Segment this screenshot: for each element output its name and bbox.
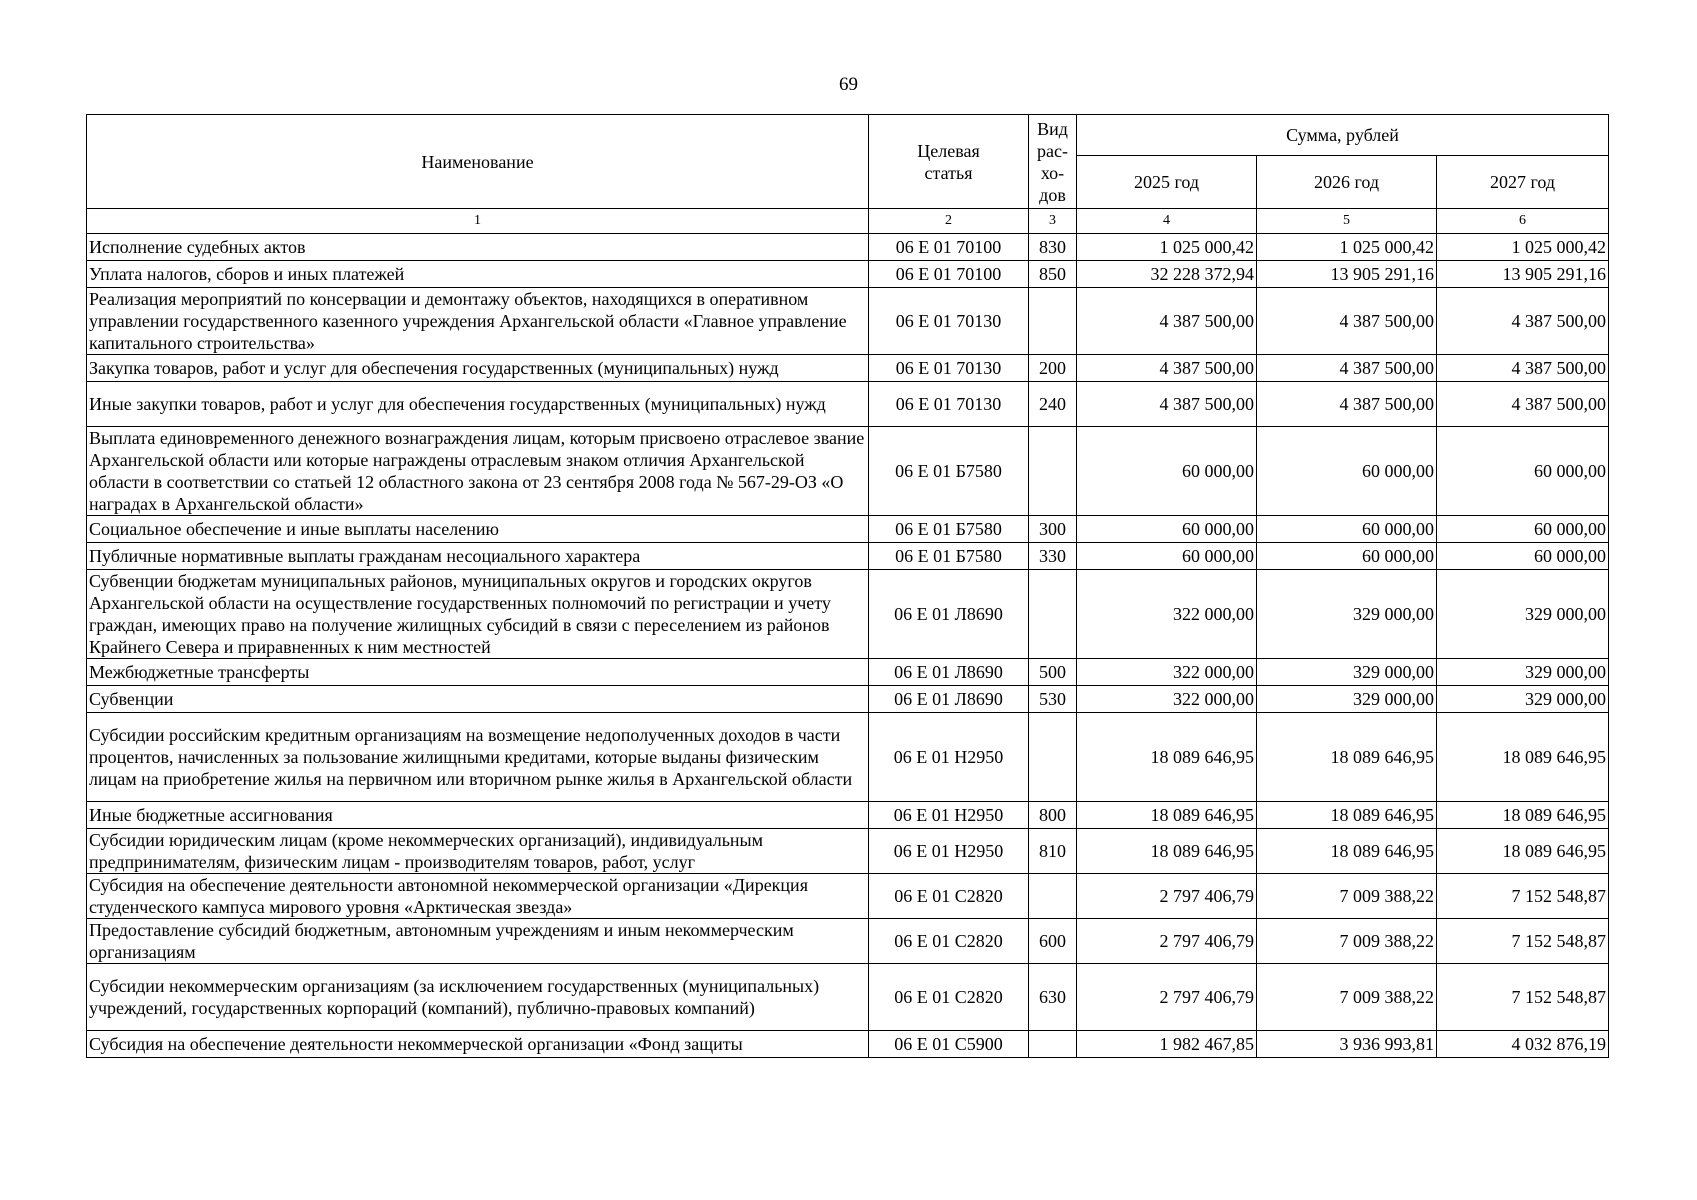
- row-target-code: 06 Е 01 Л8690: [869, 686, 1029, 713]
- row-amount-2027: 4 387 500,00: [1437, 382, 1609, 427]
- table-row: [87, 874, 1609, 919]
- row-amount-2027: 18 089 646,95: [1437, 802, 1609, 829]
- row-kind: [1029, 1031, 1077, 1058]
- row-amount-2026: 329 000,00: [1257, 686, 1437, 713]
- row-name: Социальное обеспечение и иные выплаты населению: [87, 516, 869, 543]
- row-kind: 600: [1029, 919, 1077, 964]
- row-amount-2026: 3 936 993,81: [1257, 1031, 1437, 1058]
- row-amount-2027: 18 089 646,95: [1437, 713, 1609, 802]
- row-amount-2025: 32 228 372,94: [1077, 261, 1257, 288]
- table-row: [87, 570, 1609, 659]
- table-row: [87, 659, 1609, 686]
- row-name: Выплата единовременного денежного вознаграждения лицам, которым присвоено отраслевое звание Архангельской области или которые награждены отраслевым знаком отличия Архангельской области в соответствии со статьей 12 областного закона от 23 сентября 2008 года № 567-29-ОЗ «О наградах в Архангельской области»: [87, 427, 869, 516]
- table-row: [87, 713, 1609, 802]
- row-target-code: 06 Е 01 С2820: [869, 964, 1029, 1031]
- row-amount-2025: 60 000,00: [1077, 516, 1257, 543]
- row-amount-2027: 1 025 000,42: [1437, 234, 1609, 261]
- row-name: Субсидия на обеспечение деятельности некоммерческой организации «Фонд защиты: [87, 1031, 869, 1058]
- header-year-2027: 2027 год: [1437, 156, 1609, 209]
- row-kind: [1029, 874, 1077, 919]
- row-amount-2027: 4 387 500,00: [1437, 355, 1609, 382]
- row-name: Субсидия на обеспечение деятельности автономной некоммерческой организации «Дирекция студенческого кампуса мирового уровня «Арктическая звезда»: [87, 874, 869, 919]
- row-amount-2025: 4 387 500,00: [1077, 382, 1257, 427]
- header-year-2026: 2026 год: [1257, 156, 1437, 209]
- table-row: [87, 543, 1609, 570]
- row-kind: 200: [1029, 355, 1077, 382]
- header-name: Наименование: [87, 115, 869, 209]
- row-name: Межбюджетные трансферты: [87, 659, 869, 686]
- row-name: Субвенции бюджетам муниципальных районов, муниципальных округов и городских округов Архангельской области на осуществление государственных полномочий по регистрации и учету граждан, имеющих право на получение жилищных субсидий в связи с переселением из районов Крайнего Севера и приравненных к ним местностей: [87, 570, 869, 659]
- row-amount-2027: 60 000,00: [1437, 427, 1609, 516]
- row-kind: 330: [1029, 543, 1077, 570]
- row-target-code: 06 Е 01 С2820: [869, 919, 1029, 964]
- row-amount-2025: 4 387 500,00: [1077, 355, 1257, 382]
- row-kind: 240: [1029, 382, 1077, 427]
- row-name: Уплата налогов, сборов и иных платежей: [87, 261, 869, 288]
- row-target-code: 06 Е 01 Б7580: [869, 427, 1029, 516]
- row-amount-2025: 322 000,00: [1077, 570, 1257, 659]
- row-amount-2026: 60 000,00: [1257, 427, 1437, 516]
- row-kind: 800: [1029, 802, 1077, 829]
- row-kind: 530: [1029, 686, 1077, 713]
- table-row: [87, 355, 1609, 382]
- row-target-code: 06 Е 01 70100: [869, 261, 1029, 288]
- row-name: Иные закупки товаров, работ и услуг для обеспечения государственных (муниципальных) нужд: [87, 382, 869, 427]
- row-name: Исполнение судебных актов: [87, 234, 869, 261]
- row-amount-2027: 329 000,00: [1437, 570, 1609, 659]
- row-kind: [1029, 288, 1077, 355]
- header-year-2025: 2025 год: [1077, 156, 1257, 209]
- row-amount-2026: 329 000,00: [1257, 659, 1437, 686]
- row-amount-2027: 60 000,00: [1437, 543, 1609, 570]
- row-amount-2027: 18 089 646,95: [1437, 829, 1609, 874]
- row-amount-2027: 7 152 548,87: [1437, 919, 1609, 964]
- row-amount-2027: 60 000,00: [1437, 516, 1609, 543]
- row-amount-2026: 13 905 291,16: [1257, 261, 1437, 288]
- header-kind: Вид рас- хо- дов: [1029, 115, 1077, 209]
- col-number: 2: [869, 209, 1029, 234]
- table-row: [87, 829, 1609, 874]
- table-row: [87, 686, 1609, 713]
- col-number: 1: [87, 209, 869, 234]
- row-amount-2026: 329 000,00: [1257, 570, 1437, 659]
- row-target-code: 06 Е 01 70100: [869, 234, 1029, 261]
- row-amount-2026: 1 025 000,42: [1257, 234, 1437, 261]
- row-target-code: 06 Е 01 70130: [869, 382, 1029, 427]
- row-target-code: 06 Е 01 Н2950: [869, 829, 1029, 874]
- row-kind: 300: [1029, 516, 1077, 543]
- row-target-code: 06 Е 01 Н2950: [869, 713, 1029, 802]
- row-kind: [1029, 713, 1077, 802]
- row-amount-2026: 18 089 646,95: [1257, 802, 1437, 829]
- table-row: [87, 261, 1609, 288]
- row-target-code: 06 Е 01 С5900: [869, 1031, 1029, 1058]
- row-kind: 630: [1029, 964, 1077, 1031]
- row-amount-2026: 18 089 646,95: [1257, 829, 1437, 874]
- table-row: [87, 919, 1609, 964]
- row-target-code: 06 Е 01 70130: [869, 355, 1029, 382]
- col-number: 6: [1437, 209, 1609, 234]
- row-target-code: 06 Е 01 Б7580: [869, 543, 1029, 570]
- row-amount-2026: 7 009 388,22: [1257, 874, 1437, 919]
- header-sum: Сумма, рублей: [1077, 115, 1609, 156]
- table-row: [87, 427, 1609, 516]
- row-amount-2026: 60 000,00: [1257, 516, 1437, 543]
- row-target-code: 06 Е 01 Л8690: [869, 659, 1029, 686]
- row-name: Публичные нормативные выплаты гражданам несоциального характера: [87, 543, 869, 570]
- row-amount-2025: 60 000,00: [1077, 427, 1257, 516]
- row-name: Предоставление субсидий бюджетным, автономным учреждениям и иным некоммерческим организациям: [87, 919, 869, 964]
- row-amount-2027: 329 000,00: [1437, 659, 1609, 686]
- row-amount-2026: 7 009 388,22: [1257, 964, 1437, 1031]
- row-kind: 500: [1029, 659, 1077, 686]
- table-row: [87, 516, 1609, 543]
- table-row: [87, 802, 1609, 829]
- table-row: [87, 234, 1609, 261]
- row-kind: 830: [1029, 234, 1077, 261]
- row-name: Субсидии российским кредитным организациям на возмещение недополученных доходов в части процентов, начисленных за пользование жилищными кредитами, которые выданы физическим лицам на приобретение жилья на первичном или вторичном рынке жилья в Архангельской области: [87, 713, 869, 802]
- table-body: [87, 234, 1609, 1058]
- row-amount-2027: 7 152 548,87: [1437, 874, 1609, 919]
- row-name: Закупка товаров, работ и услуг для обеспечения государственных (муниципальных) нужд: [87, 355, 869, 382]
- row-amount-2025: 1 025 000,42: [1077, 234, 1257, 261]
- row-kind: [1029, 570, 1077, 659]
- row-amount-2025: 2 797 406,79: [1077, 874, 1257, 919]
- row-name: Субсидии некоммерческим организациям (за исключением государственных (муниципальных) учреждений, государственных корпораций (компаний), публично-правовых компаний): [87, 964, 869, 1031]
- table-row: [87, 964, 1609, 1031]
- page-number: 69: [839, 74, 858, 95]
- row-name: Реализация мероприятий по консервации и демонтажу объектов, находящихся в оперативном управлении государственного казенного учреждения Архангельской области «Главное управление капитального строительства»: [87, 288, 869, 355]
- row-amount-2025: 322 000,00: [1077, 659, 1257, 686]
- col-number: 5: [1257, 209, 1437, 234]
- row-target-code: 06 Е 01 Б7580: [869, 516, 1029, 543]
- col-number: 4: [1077, 209, 1257, 234]
- table-header: [87, 115, 1609, 234]
- row-amount-2025: 1 982 467,85: [1077, 1031, 1257, 1058]
- row-target-code: 06 Е 01 70130: [869, 288, 1029, 355]
- row-amount-2027: 4 032 876,19: [1437, 1031, 1609, 1058]
- row-name: Иные бюджетные ассигнования: [87, 802, 869, 829]
- table-row: [87, 288, 1609, 355]
- header-target: Целевая статья: [869, 115, 1029, 209]
- row-amount-2025: 4 387 500,00: [1077, 288, 1257, 355]
- row-kind: 850: [1029, 261, 1077, 288]
- row-kind: 810: [1029, 829, 1077, 874]
- row-name: Субвенции: [87, 686, 869, 713]
- row-amount-2027: 4 387 500,00: [1437, 288, 1609, 355]
- row-kind: [1029, 427, 1077, 516]
- row-amount-2025: 60 000,00: [1077, 543, 1257, 570]
- row-target-code: 06 Е 01 С2820: [869, 874, 1029, 919]
- row-target-code: 06 Е 01 Н2950: [869, 802, 1029, 829]
- row-amount-2025: 18 089 646,95: [1077, 802, 1257, 829]
- row-amount-2025: 2 797 406,79: [1077, 919, 1257, 964]
- col-number: 3: [1029, 209, 1077, 234]
- row-amount-2027: 7 152 548,87: [1437, 964, 1609, 1031]
- row-amount-2026: 4 387 500,00: [1257, 355, 1437, 382]
- row-target-code: 06 Е 01 Л8690: [869, 570, 1029, 659]
- row-amount-2025: 18 089 646,95: [1077, 713, 1257, 802]
- row-name: Субсидии юридическим лицам (кроме некоммерческих организаций), индивидуальным предпринимателям, физическим лицам - производителям товаров, работ, услуг: [87, 829, 869, 874]
- row-amount-2025: 2 797 406,79: [1077, 964, 1257, 1031]
- row-amount-2026: 4 387 500,00: [1257, 288, 1437, 355]
- row-amount-2025: 18 089 646,95: [1077, 829, 1257, 874]
- row-amount-2027: 13 905 291,16: [1437, 261, 1609, 288]
- row-amount-2026: 60 000,00: [1257, 543, 1437, 570]
- row-amount-2026: 4 387 500,00: [1257, 382, 1437, 427]
- budget-table: [86, 114, 1609, 1058]
- row-amount-2026: 18 089 646,95: [1257, 713, 1437, 802]
- row-amount-2025: 322 000,00: [1077, 686, 1257, 713]
- table-row: [87, 1031, 1609, 1058]
- row-amount-2026: 7 009 388,22: [1257, 919, 1437, 964]
- table-row: [87, 382, 1609, 427]
- row-amount-2027: 329 000,00: [1437, 686, 1609, 713]
